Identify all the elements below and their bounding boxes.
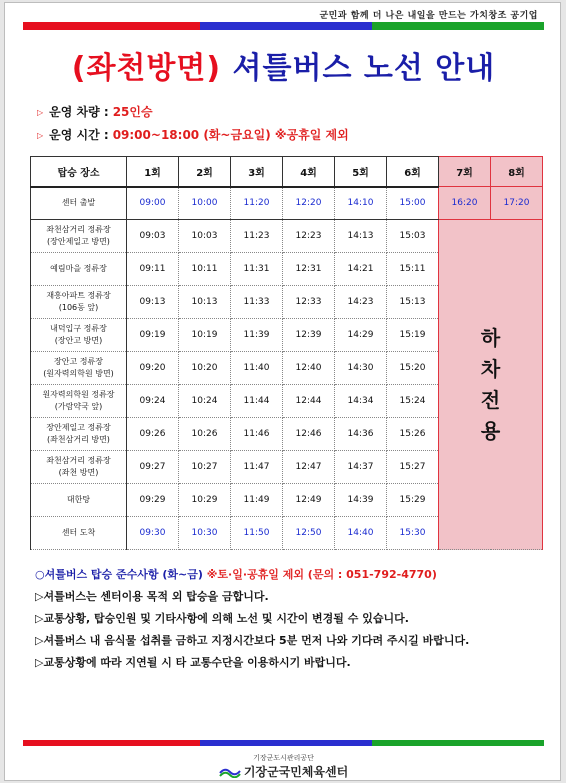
stop-name: 내덕입구 정류장 (장안고 방면)	[31, 319, 127, 352]
header-run: 4회	[283, 157, 335, 187]
notes-title-text: ○셔틀버스 탑승 준수사항 (화~금)	[35, 568, 203, 581]
title-prefix: (좌천방면)	[71, 51, 222, 86]
time-cell: 15:30	[387, 517, 439, 550]
info-value: 25인승	[112, 105, 153, 119]
time-cell: 09:30	[127, 517, 179, 550]
header-run: 8회	[491, 157, 543, 187]
time-cell: 11:20	[231, 187, 283, 220]
header-run: 7회	[439, 157, 491, 187]
notice-page	[4, 2, 561, 781]
info-value: 09:00~18:00 (화~금요일) ※공휴일 제외	[112, 128, 349, 142]
table-row	[31, 187, 543, 220]
schedule-table	[30, 156, 543, 550]
schedule-header-row	[31, 157, 543, 187]
bottom-color-bar	[23, 740, 544, 746]
time-cell: 09:20	[127, 352, 179, 385]
time-cell: 09:26	[127, 418, 179, 451]
time-cell: 15:27	[387, 451, 439, 484]
time-cell: 14:36	[335, 418, 387, 451]
notes-title-exception: ※토·일·공휴일 제외 (문의 : 051-792-4770)	[206, 568, 437, 581]
time-cell: 09:00	[127, 187, 179, 220]
time-cell: 09:19	[127, 319, 179, 352]
time-cell: 15:29	[387, 484, 439, 517]
bar-green	[372, 740, 544, 746]
header-corner: 탑승 장소	[31, 157, 127, 187]
note-item: ▷셔틀버스는 센터이용 목적 외 탑승을 금합니다.	[35, 590, 269, 603]
header-run: 5회	[335, 157, 387, 187]
time-cell: 10:27	[179, 451, 231, 484]
time-cell: 10:20	[179, 352, 231, 385]
time-cell: 09:13	[127, 286, 179, 319]
time-cell: 09:29	[127, 484, 179, 517]
time-cell: 11:39	[231, 319, 283, 352]
footer-org: 기장군도시관리공단	[253, 754, 314, 762]
time-cell: 11:44	[231, 385, 283, 418]
time-cell: 11:47	[231, 451, 283, 484]
time-cell: 11:31	[231, 253, 283, 286]
time-cell: 15:19	[387, 319, 439, 352]
stop-name: 좌천삼거리 정류장 (장안제일고 방면)	[31, 220, 127, 253]
time-cell: 10:19	[179, 319, 231, 352]
time-cell: 10:26	[179, 418, 231, 451]
time-cell: 09:27	[127, 451, 179, 484]
time-cell: 15:20	[387, 352, 439, 385]
time-cell: 10:29	[179, 484, 231, 517]
time-cell: 15:00	[387, 187, 439, 220]
time-cell: 14:29	[335, 319, 387, 352]
time-cell: 12:44	[283, 385, 335, 418]
time-cell: 14:39	[335, 484, 387, 517]
time-cell: 09:11	[127, 253, 179, 286]
time-cell: 15:26	[387, 418, 439, 451]
time-cell: 12:40	[283, 352, 335, 385]
time-cell: 16:20	[439, 187, 491, 220]
stop-name: 대한탕	[31, 484, 127, 517]
stop-name: 센터 도착	[31, 517, 127, 550]
bar-green	[372, 22, 544, 30]
header-run: 2회	[179, 157, 231, 187]
info-label: 운영 차량 :	[49, 105, 109, 119]
stop-name: 재흥아파트 정류장 (106동 앞)	[31, 286, 127, 319]
time-cell: 12:49	[283, 484, 335, 517]
drop-off-only-label: 하 차 전 용	[439, 220, 543, 550]
footer-name-block	[5, 763, 562, 781]
info-vehicle	[37, 103, 153, 120]
time-cell: 09:03	[127, 220, 179, 253]
stop-name: 예림마을 정류장	[31, 253, 127, 286]
wave-logo-icon	[219, 767, 241, 781]
time-cell: 15:03	[387, 220, 439, 253]
top-color-bar	[23, 22, 544, 30]
stop-name: 장안제일고 정류장 (좌천삼거리 방면)	[31, 418, 127, 451]
bar-blue	[200, 22, 372, 30]
time-cell: 14:13	[335, 220, 387, 253]
time-cell: 15:11	[387, 253, 439, 286]
time-cell: 14:30	[335, 352, 387, 385]
time-cell: 17:20	[491, 187, 543, 220]
time-cell: 12:47	[283, 451, 335, 484]
time-cell: 10:00	[179, 187, 231, 220]
note-item: ▷셔틀버스 내 음식물 섭취를 금하고 지정시간보다 5분 먼저 나와 기다려 주시길 바랍니다.	[35, 634, 470, 647]
table-row	[31, 220, 543, 253]
triangle-bullet-icon: ▷	[37, 131, 44, 140]
time-cell: 14:23	[335, 286, 387, 319]
stop-name: 원자력의학원 정류장 (가람약국 앞)	[31, 385, 127, 418]
time-cell: 12:20	[283, 187, 335, 220]
info-hours	[37, 126, 349, 143]
time-cell: 10:03	[179, 220, 231, 253]
note-item: ▷교통상황, 탑승인원 및 기타사항에 의해 노선 및 시간이 변경될 수 있습니다.	[35, 612, 409, 625]
time-cell: 12:46	[283, 418, 335, 451]
time-cell: 15:24	[387, 385, 439, 418]
header-run: 3회	[231, 157, 283, 187]
bar-blue	[200, 740, 372, 746]
time-cell: 09:24	[127, 385, 179, 418]
slogan: 군민과 함께 더 나은 내일을 만드는 가치창조 공기업	[319, 11, 538, 21]
bar-red	[23, 22, 200, 30]
time-cell: 12:50	[283, 517, 335, 550]
triangle-bullet-icon: ▷	[37, 108, 44, 117]
bar-red	[23, 740, 200, 746]
time-cell: 12:39	[283, 319, 335, 352]
time-cell: 10:24	[179, 385, 231, 418]
stop-name: 장안고 정류장 (원자력의학원 방면)	[31, 352, 127, 385]
stop-name: 좌천삼거리 정류장 (좌천 방면)	[31, 451, 127, 484]
footer-name: 기장군국민체육센터	[243, 765, 349, 779]
stop-name: 센터 출발	[31, 187, 127, 220]
time-cell: 14:34	[335, 385, 387, 418]
title-main: 셔틀버스 노선 안내	[232, 51, 496, 86]
notes-title	[35, 564, 469, 586]
time-cell: 11:46	[231, 418, 283, 451]
time-cell: 11:33	[231, 286, 283, 319]
notes-section	[35, 564, 469, 674]
time-cell: 14:37	[335, 451, 387, 484]
time-cell: 14:10	[335, 187, 387, 220]
time-cell: 11:49	[231, 484, 283, 517]
time-cell: 14:21	[335, 253, 387, 286]
time-cell: 12:33	[283, 286, 335, 319]
time-cell: 15:13	[387, 286, 439, 319]
time-cell: 12:31	[283, 253, 335, 286]
time-cell: 11:40	[231, 352, 283, 385]
note-item: ▷교통상황에 따라 지연될 시 타 교통수단을 이용하시기 바랍니다.	[35, 656, 351, 669]
time-cell: 14:40	[335, 517, 387, 550]
header-run: 6회	[387, 157, 439, 187]
time-cell: 10:11	[179, 253, 231, 286]
info-label: 운영 시간 :	[49, 128, 109, 142]
time-cell: 10:30	[179, 517, 231, 550]
time-cell: 11:23	[231, 220, 283, 253]
time-cell: 10:13	[179, 286, 231, 319]
page-title	[5, 43, 562, 87]
time-cell: 12:23	[283, 220, 335, 253]
time-cell: 11:50	[231, 517, 283, 550]
header-run: 1회	[127, 157, 179, 187]
